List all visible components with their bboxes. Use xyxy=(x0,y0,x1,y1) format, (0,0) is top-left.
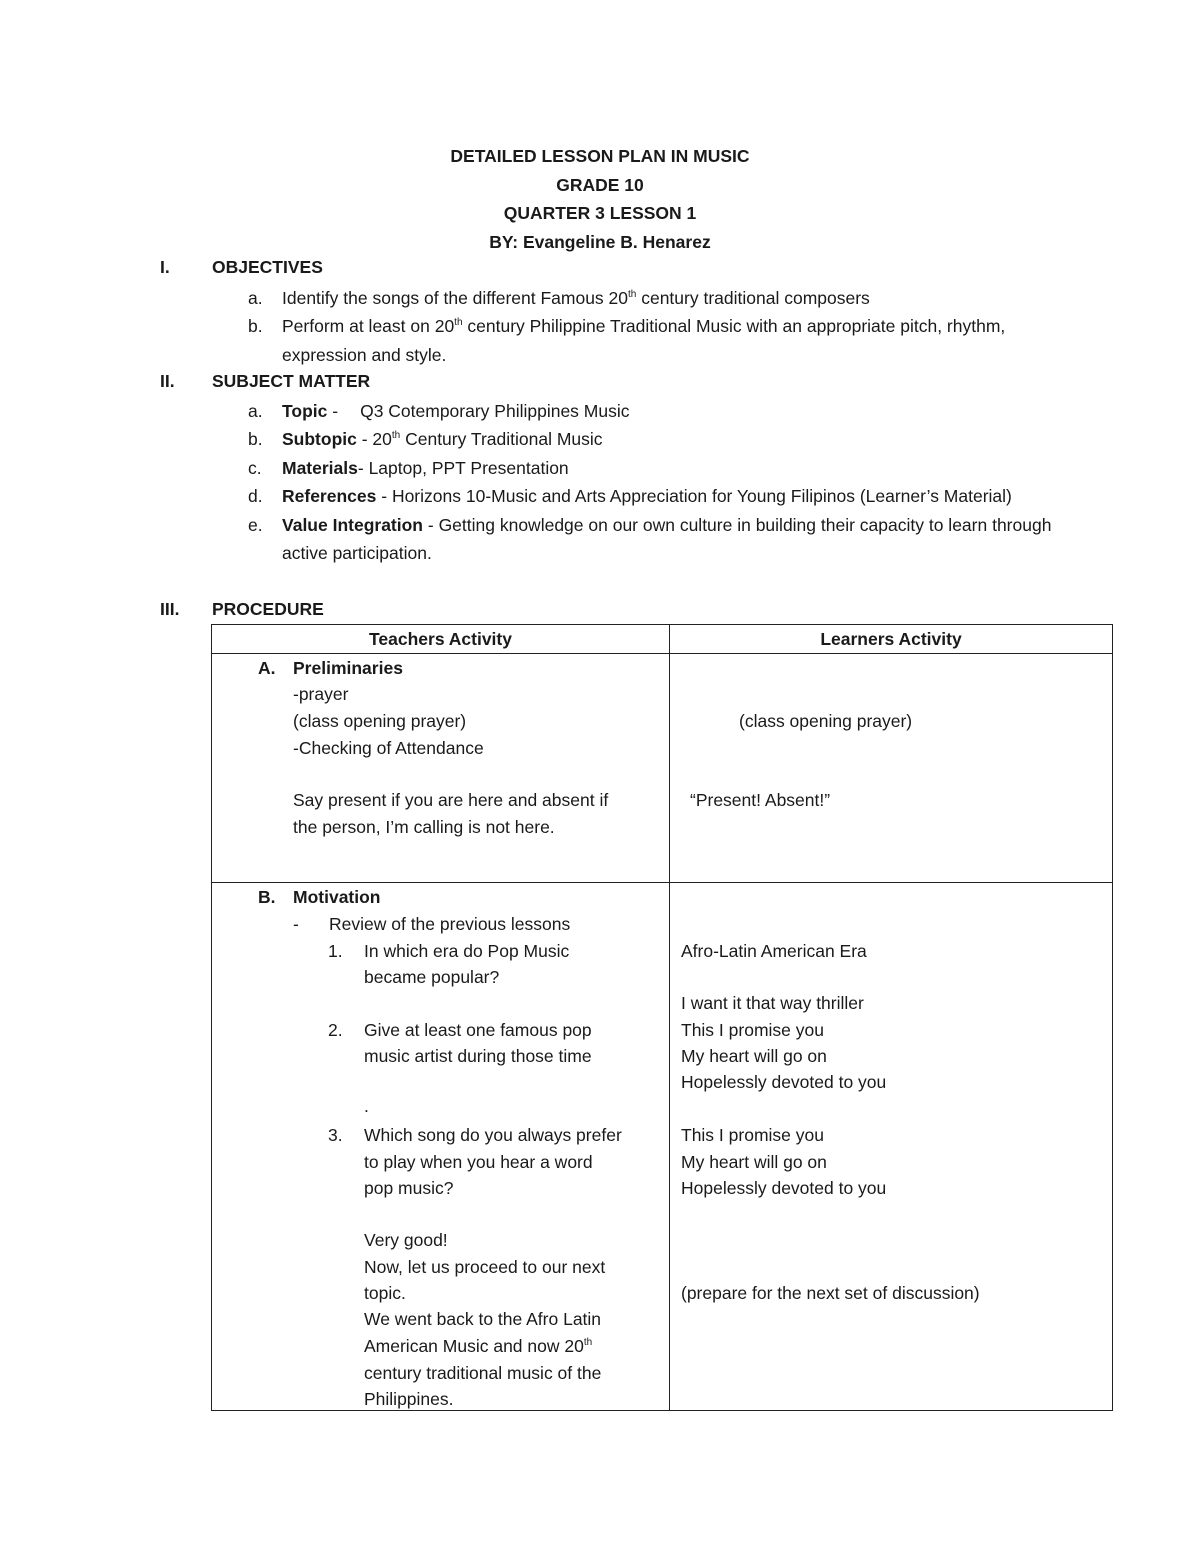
list-marker: a. xyxy=(248,288,263,308)
section-marker: A. xyxy=(258,658,276,678)
list-text: Value Integration - Getting knowledge on our own culture in building their capacity to learn through active participation. xyxy=(282,514,1052,564)
teacher-remark: topic. xyxy=(364,1283,406,1303)
review-line: Review of the previous lessons xyxy=(329,914,571,934)
table-header-row xyxy=(212,625,1113,654)
question-number: 2. xyxy=(328,1020,343,1040)
list-text: Identify the songs of the different Famous 20th century traditional composers xyxy=(282,288,870,308)
learner-answer: This I promise you xyxy=(681,1125,824,1145)
learner-cell xyxy=(670,883,1113,1411)
prayer-line: -prayer xyxy=(293,684,349,704)
question-text: In which era do Pop Music xyxy=(364,941,570,961)
list-marker: b. xyxy=(248,316,263,337)
teacher-remark: American Music and now 20th xyxy=(364,1336,593,1356)
section-number: II. xyxy=(160,371,175,391)
list-item xyxy=(248,397,1078,425)
procedure-table xyxy=(211,624,1113,1411)
list-marker: d. xyxy=(248,486,263,507)
list-item xyxy=(248,312,1078,369)
teacher-remark: century traditional music of the xyxy=(364,1363,602,1383)
learner-answer: I want it that way thriller xyxy=(681,993,864,1013)
learner-answer: Hopelessly devoted to you xyxy=(681,1072,887,1092)
question-text: Give at least one famous pop xyxy=(364,1020,592,1040)
learner-answer: Hopelessly devoted to you xyxy=(681,1178,887,1198)
teacher-cell xyxy=(212,654,670,883)
list-item xyxy=(248,511,1078,568)
section-title: PROCEDURE xyxy=(212,599,324,619)
grade-line: GRADE 10 xyxy=(556,174,644,195)
section-title: SUBJECT MATTER xyxy=(212,371,371,391)
list-text: References - Horizons 10-Music and Arts Appreciation for Young Filipinos (Learner’s Material) xyxy=(282,486,1012,507)
title-line: DETAILED LESSON PLAN IN MUSIC xyxy=(450,146,750,166)
list-text: Topic - Q3 Cotemporary Philippines Music xyxy=(282,401,630,421)
learner-response: “Present! Absent!” xyxy=(690,790,831,810)
dot: . xyxy=(364,1096,369,1116)
section-number: III. xyxy=(160,599,180,619)
teacher-cell xyxy=(212,883,670,1411)
section-marker: B. xyxy=(258,887,276,907)
learner-answer: My heart will go on xyxy=(681,1152,827,1172)
prelim-heading: Preliminaries xyxy=(293,658,403,678)
instruction-line: the person, I’m calling is not here. xyxy=(293,817,555,837)
list-item xyxy=(248,482,1078,510)
teacher-remark: Philippines. xyxy=(364,1389,454,1409)
learner-answer: (prepare for the next set of discussion) xyxy=(681,1283,980,1303)
learner-cell xyxy=(670,654,1113,883)
section-title: OBJECTIVES xyxy=(212,257,323,277)
learner-answer: My heart will go on xyxy=(681,1046,827,1066)
list-text: Subtopic - 20th Century Traditional Music xyxy=(282,429,603,450)
list-item xyxy=(248,284,1078,312)
dash-marker: - xyxy=(293,914,299,934)
question-text: music artist during those time xyxy=(364,1046,592,1066)
section-subject-matter-heading xyxy=(160,368,370,395)
column-header-teachers: Teachers Activity xyxy=(212,625,670,654)
table-row-preliminaries xyxy=(212,654,1113,883)
motivation-heading: Motivation xyxy=(293,887,381,907)
author-line: BY: Evangeline B. Henarez xyxy=(489,231,711,252)
quarter-line: QUARTER 3 LESSON 1 xyxy=(503,203,697,223)
section-procedure-heading xyxy=(160,596,324,623)
list-text: Perform at least on 20th century Philippine Traditional Music with an appropriate pitch, rhythm, expression and style. xyxy=(282,316,1006,365)
question-text: Which song do you always prefer xyxy=(364,1125,622,1145)
subject-matter-list xyxy=(248,397,1078,567)
column-header-learners: Learners Activity xyxy=(670,625,1113,654)
list-marker: e. xyxy=(248,514,263,535)
learner-answer: This I promise you xyxy=(681,1020,824,1040)
question-text: pop music? xyxy=(364,1178,454,1198)
instruction-line: Say present if you are here and absent if xyxy=(293,790,609,810)
list-marker: a. xyxy=(248,401,263,421)
section-objectives-heading xyxy=(160,254,323,281)
question-number: 3. xyxy=(328,1125,343,1145)
section-number: I. xyxy=(160,257,170,277)
table-row-motivation xyxy=(212,883,1113,1411)
list-text: Materials- Laptop, PPT Presentation xyxy=(282,457,569,478)
question-text: to play when you hear a word xyxy=(364,1152,593,1172)
teacher-remark: Very good! xyxy=(364,1230,448,1250)
learner-response: (class opening prayer) xyxy=(739,711,913,731)
list-marker: b. xyxy=(248,429,263,450)
objectives-list xyxy=(248,284,1078,369)
opening-prayer-line: (class opening prayer) xyxy=(293,711,467,731)
title-block xyxy=(0,142,1200,256)
teacher-remark: We went back to the Afro Latin xyxy=(364,1309,602,1329)
question-text: became popular? xyxy=(364,967,500,987)
question-number: 1. xyxy=(328,941,343,961)
attendance-line: -Checking of Attendance xyxy=(293,738,484,758)
list-item xyxy=(248,454,1078,482)
learner-answer: Afro-Latin American Era xyxy=(681,941,867,961)
teacher-remark: Now, let us proceed to our next xyxy=(364,1257,606,1277)
list-item xyxy=(248,425,1078,453)
list-marker: c. xyxy=(248,457,262,478)
